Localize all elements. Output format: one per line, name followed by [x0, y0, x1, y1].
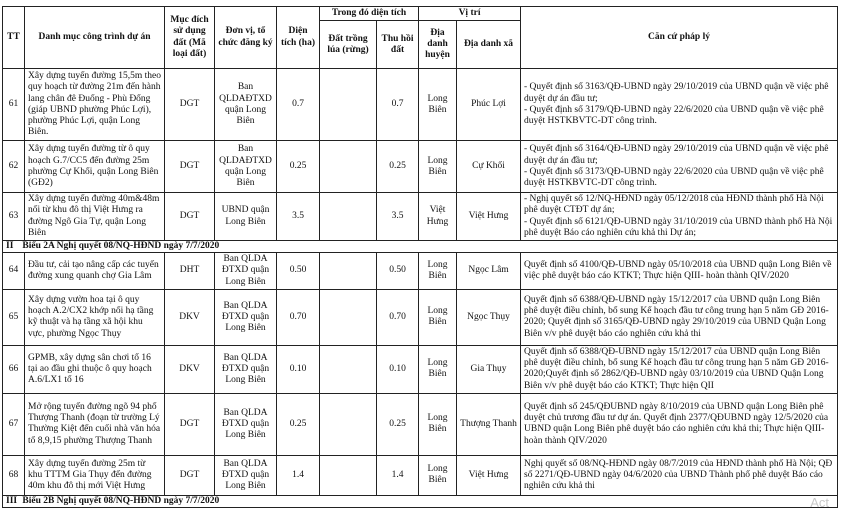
table-row: [3, 289, 838, 345]
cell-rice: [320, 69, 377, 141]
cell-recover: 0.70: [377, 289, 419, 345]
cell-code: DGT: [165, 193, 215, 241]
cell-legal: Quyết định số 6388/QĐ-UBND ngày 15/12/2017 của UBND quận Long Biên phê duyệt điều chỉnh, bổ sung Kế hoạch đầu tư công trung hạn 5 năm GĐ 2016-2020;Quyết định số 2862/QĐ-UBND ngày 03/10/2019 của UBND Quận Long Biên v/v phê duyệt báo cáo KTKT; Thực hiện QII: [521, 345, 838, 393]
cell-recover: 0.50: [377, 253, 419, 290]
cell-name: Xây dựng tuyến đường 15,5m theo quy hoạch từ đường 21m đến hành lang chân đê Đuống - Phù Đổng (giáp UBND phường Phúc Lợi), phường Phúc Lợi, quận Long Biên.: [25, 69, 165, 141]
cell-tt: 61: [3, 69, 25, 141]
section-row-2a: [3, 241, 838, 253]
cell-rice: [320, 141, 377, 193]
cell-org: Ban QLDAĐTXD quận Long Biên: [215, 141, 277, 193]
cell-code: DGT: [165, 69, 215, 141]
cell-tt: 66: [3, 345, 25, 393]
cell-org: Ban QLDA ĐTXD quận Long Biên: [215, 253, 277, 290]
table-row: [3, 193, 838, 241]
cell-legal: - Quyết định số 3164/QĐ-UBND ngày 29/10/2019 của UBND quận về việc phê duyệt dự án đầu tư; - Quyết định số 3173/QĐ-UBND ngày 22/6/2020 của UBND quận về việc phê duyệt HSTKBVTC-DT công trình.: [521, 141, 838, 193]
cell-code: DKV: [165, 289, 215, 345]
cell-district: Việt Hưng: [419, 193, 457, 241]
cell-rice: [320, 253, 377, 290]
cell-org: Ban QLDAĐTXD quận Long Biên: [215, 69, 277, 141]
cell-area: 0.7: [277, 69, 320, 141]
header-dat-trong-lua: Đất trồng lúa (rừng): [320, 21, 377, 69]
cell-rice: [320, 455, 377, 495]
cell-rice: [320, 193, 377, 241]
cell-rice: [320, 393, 377, 455]
header-dia-danh-huyen: Địa danh huyện: [419, 21, 457, 69]
cell-area: 1.4: [277, 455, 320, 495]
cell-ward: Thượng Thanh: [457, 393, 521, 455]
cell-name: Xây dựng tuyến đường từ ô quy hoạch G.7/CC5 đến đường 25m phường Cự Khối, quận Long Biên (GĐ2): [25, 141, 165, 193]
section-roman: II: [6, 241, 14, 252]
cell-tt: 63: [3, 193, 25, 241]
cell-district: Long Biên: [419, 289, 457, 345]
cell-district: Long Biên: [419, 393, 457, 455]
cell-tt: 62: [3, 141, 25, 193]
table-row: [3, 253, 838, 290]
cell-code: DKV: [165, 345, 215, 393]
cell-org: UBND quận Long Biên: [215, 193, 277, 241]
cell-recover: 0.25: [377, 393, 419, 455]
cell-rice: [320, 345, 377, 393]
cell-recover: 0.25: [377, 141, 419, 193]
cell-code: DGT: [165, 393, 215, 455]
cell-org: Ban QLDA ĐTXD quận Long Biên: [215, 393, 277, 455]
header-thu-hoi: Thu hồi đất: [377, 21, 419, 69]
cell-ward: Phúc Lợi: [457, 69, 521, 141]
section-label: Biểu 2B Nghị quyết 08/NQ-HĐND ngày 7/7/2020: [22, 495, 220, 506]
header-dia-danh-xa: Địa danh xã: [457, 21, 521, 69]
header-don-vi: Đơn vị, tổ chức đăng ký: [215, 7, 277, 69]
header-trong-do: Trong đó diện tích: [320, 7, 419, 21]
table-row: [3, 69, 838, 141]
cell-recover: 0.7: [377, 69, 419, 141]
cell-ward: Việt Hưng: [457, 193, 521, 241]
header-vi-tri: Vị trí: [419, 7, 521, 21]
header-dien-tich: Diện tích (ha): [277, 7, 320, 69]
cell-name: Mở rộng tuyến đường ngõ 94 phố Thượng Thanh (đoạn từ trường Lý Thường Kiệt đến cuối nhà văn hóa tổ 8,9,15 phường Thượng Thanh: [25, 393, 165, 455]
cell-name: Xây dựng vườn hoa tại ô quy hoạch A.2/CX2 khớp nối hạ tầng kỹ thuật và hạ tầng xã hội khu vực, phường Ngọc Thụy: [25, 289, 165, 345]
header-danh-muc: Danh mục công trình dự án: [25, 7, 165, 69]
cell-org: Ban QLDA ĐTXD quận Long Biên: [215, 345, 277, 393]
cell-recover: 1.4: [377, 455, 419, 495]
cell-district: Long Biên: [419, 253, 457, 290]
cell-area: 0.25: [277, 393, 320, 455]
cell-area: 0.70: [277, 289, 320, 345]
cell-recover: 3.5: [377, 193, 419, 241]
section-row-2b: [3, 495, 838, 507]
cell-area: 0.50: [277, 253, 320, 290]
cell-ward: Ngọc Thụy: [457, 289, 521, 345]
cell-org: Ban QLDA ĐTXD quận Long Biên: [215, 289, 277, 345]
cell-tt: 65: [3, 289, 25, 345]
cell-district: Long Biên: [419, 345, 457, 393]
header-tt: TT: [3, 7, 25, 69]
cell-recover: 0.10: [377, 345, 419, 393]
land-use-table: [2, 6, 838, 508]
cell-tt: 67: [3, 393, 25, 455]
table-row: [3, 345, 838, 393]
cell-code: DHT: [165, 253, 215, 290]
section-label: Biểu 2A Nghị quyết 08/NQ-HĐND ngày 7/7/2020: [22, 241, 220, 252]
cell-ward: Gia Thụy: [457, 345, 521, 393]
cell-ward: Việt Hưng: [457, 455, 521, 495]
cell-ward: Cự Khối: [457, 141, 521, 193]
cell-name: Đầu tư, cải tạo nâng cấp các tuyến đường xung quanh chợ Gia Lâm: [25, 253, 165, 290]
cell-tt: 68: [3, 455, 25, 495]
cell-legal: Quyết định số 6388/QĐ-UBND ngày 15/12/2017 của UBND quận Long Biên phê duyệt điều chỉnh, bổ sung Kế hoạch đầu tư công trung hạn 5 năm GĐ 2016-2020; Quyết định số 3165/QĐ-UBND ngày 29/10/2019 của UBND Quận Long Biên v/v phê duyệt báo cáo nghiên cứu khả thi: [521, 289, 838, 345]
cell-org: Ban QLDA ĐTXD quận Long Biên: [215, 455, 277, 495]
cell-name: GPMB, xây dựng sân chơi tổ 16 tại ao đầu ghi thuộc ô quy hoạch A.6/LX1 tổ 16: [25, 345, 165, 393]
cell-legal: Quyết định số 245/QĐUBND ngày 8/10/2019 của UBND quận Long Biên phê duyệt chủ trương đầu tư dự án. Quyết định 2377/QĐUBND ngày 12/5/2020 của UBND quận Long Biên phê duyệt báo cáo nghiên cứu khả thi; Thực hiện QIII- hoàn thành QIV/2020: [521, 393, 838, 455]
header-muc-dich: Mục đích sử dụng đất (Mã loại đất): [165, 7, 215, 69]
cell-tt: 64: [3, 253, 25, 290]
cell-area: 0.25: [277, 141, 320, 193]
cell-legal: Quyết định số 4100/QĐ-UBND ngày 05/10/2018 của UBND quận Long Biên về việc phê duyệt báo cáo KTKT; Thực hiện QIII- hoàn thành QIV/2020: [521, 253, 838, 290]
cell-legal: - Nghị quyết số 12/NQ-HĐND ngày 05/12/2018 của HĐND thành phố Hà Nội phê duyệt CTĐT dự án; - Quyết định số 6121/QĐ-UBND ngày 31/10/2019 của UBND thành phố Hà Nội phê duyệt Báo cáo nghiên cứu khả thi Dự án;: [521, 193, 838, 241]
cell-district: Long Biên: [419, 455, 457, 495]
section-roman: III: [6, 495, 18, 506]
cell-code: DGT: [165, 141, 215, 193]
watermark-text: Act: [810, 495, 829, 510]
cell-name: Xây dựng tuyến đường 40m&48m nối từ khu đô thị Việt Hưng ra đường Ngô Gia Tự, quận Long Biên: [25, 193, 165, 241]
table-row: [3, 141, 838, 193]
cell-district: Long Biên: [419, 69, 457, 141]
cell-code: DGT: [165, 455, 215, 495]
header-can-cu: Căn cứ pháp lý: [521, 7, 838, 69]
cell-rice: [320, 289, 377, 345]
table-row: [3, 393, 838, 455]
cell-name: Xây dựng tuyến đường 25m từ khu TTTM Gia Thụy đến đường 40m khu đô thị mới Việt Hưng: [25, 455, 165, 495]
cell-area: 3.5: [277, 193, 320, 241]
cell-legal: Nghị quyết số 08/NQ-HĐND ngày 08/7/2019 của HĐND thành phố Hà Nội; QĐ số 2271/QĐ-UBND ngày 04/6/2020 của UBND Thành phố phê duyệt Báo cáo nghiên cứu khả thi: [521, 455, 838, 495]
cell-area: 0.10: [277, 345, 320, 393]
cell-legal: - Quyết định số 3163/QĐ-UBND ngày 29/10/2019 của UBND quận về việc phê duyệt dự án đầu tư; - Quyết định số 3179/QĐ-UBND ngày 22/6/2020 của UBND quận về việc phê duyệt HSTKBVTC-DT công trình.: [521, 69, 838, 141]
cell-ward: Ngọc Lâm: [457, 253, 521, 290]
table-row: [3, 455, 838, 495]
cell-district: Long Biên: [419, 141, 457, 193]
